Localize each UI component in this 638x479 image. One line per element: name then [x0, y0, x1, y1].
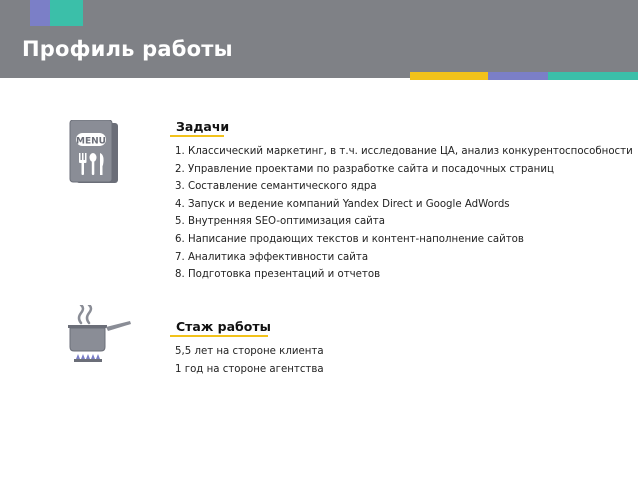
header-stripe-teal-bottom: [548, 72, 638, 80]
header-stripe-teal: [50, 0, 83, 26]
header-stripe-purple: [30, 0, 50, 26]
header-stripe-yellow: [410, 72, 488, 80]
list-item: 5,5 лет на стороне клиента: [175, 346, 324, 357]
list-item: 2. Управление проектами по разработке сайта и посадочных страниц: [175, 163, 554, 175]
tasks-list: [175, 143, 633, 284]
list-item: 3. Составление семантического ядра: [175, 181, 377, 193]
tasks-title-underline: [170, 135, 224, 137]
header-bar: [0, 0, 638, 78]
experience-section: [175, 318, 324, 378]
list-item: 1 год на стороне агентства: [175, 363, 324, 375]
experience-title-underline: [170, 335, 268, 337]
list-item: 5. Внутренняя SEO-оптимизация сайта: [175, 216, 385, 228]
list-item: 4. Запуск и ведение компаний Yandex Direct и Google AdWords: [175, 198, 510, 210]
list-item: 7. Аналитика эффективности сайта: [175, 251, 369, 263]
cooking-pot-icon: [64, 305, 134, 365]
page-title: Профиль работы: [22, 37, 233, 61]
menu-icon: [67, 120, 119, 184]
list-item: 6. Написание продающих текстов и контент-наполнение сайтов: [175, 233, 524, 245]
list-item: 1. Классический маркетинг, в т.ч. исследование ЦА, анализ конкурентоспособности: [175, 146, 633, 157]
header-stripe-purple-bottom: [488, 72, 548, 80]
tasks-section: [175, 118, 633, 284]
experience-list: [175, 343, 324, 378]
tasks-title-text: Задачи: [176, 119, 230, 134]
list-item: 8. Подготовка презентаций и отчетов: [175, 269, 381, 281]
menu-icon-label: MENU: [76, 136, 106, 147]
experience-title-text: Стаж работы: [176, 319, 271, 334]
